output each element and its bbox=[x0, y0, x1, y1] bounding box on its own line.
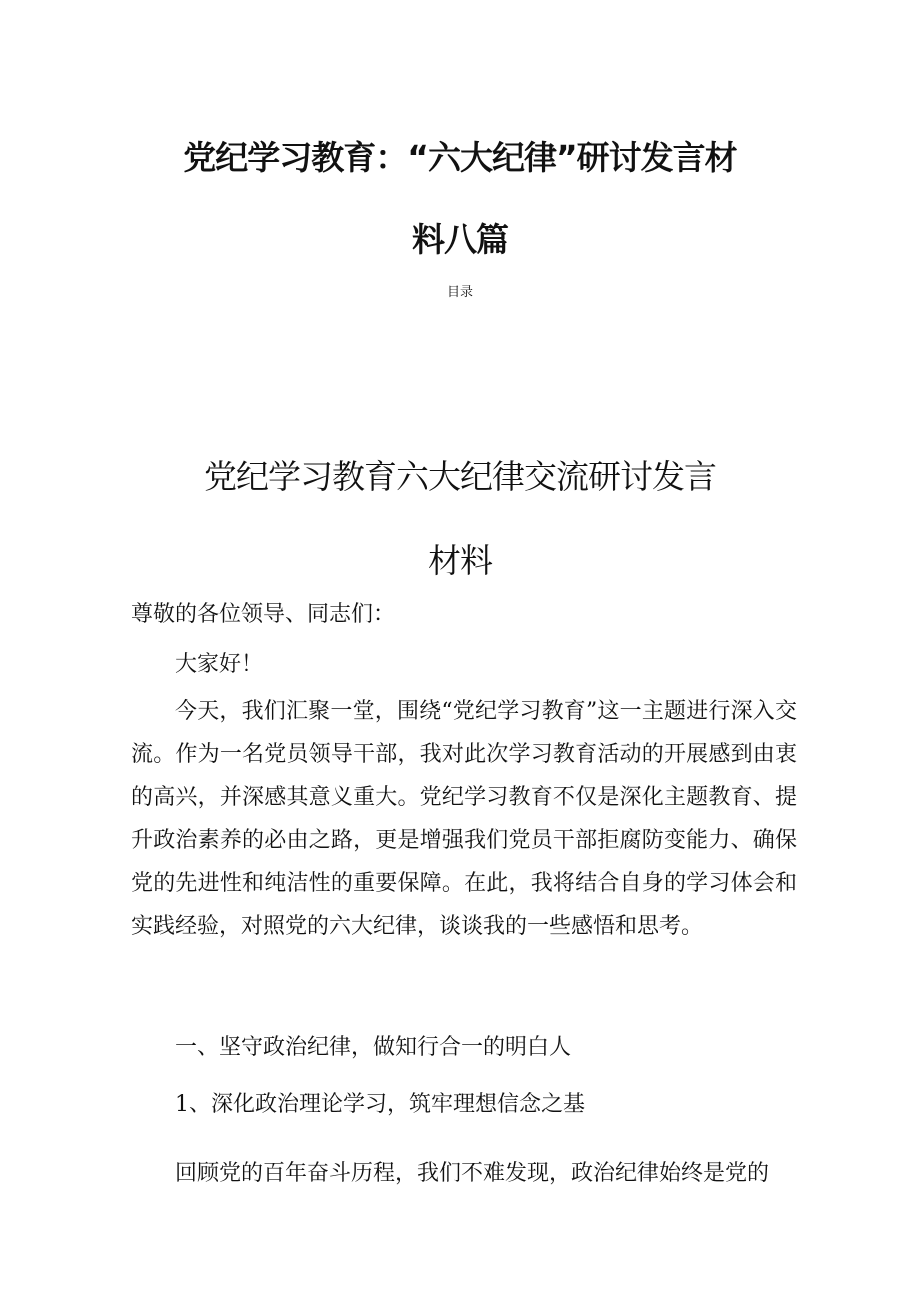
table-of-contents-label: 目录 bbox=[446, 285, 473, 300]
body-paragraph-continued: 回顾党的百年奋斗历程，我们不难发现，政治纪律始终是党的 bbox=[175, 1161, 770, 1186]
heading-political-discipline: 一、坚守政治纪律，做知行合一的明白人 bbox=[175, 1035, 572, 1060]
body-paragraph: 今天，我们汇聚一堂，围绕“党纪学习教育”这一主题进行深入交流。作为一名党员领导干部，我对此次学习教育活动的开展感到由衷的高兴，并深感其意义重大。党纪学习教育不仅是深化主题教育、提升政治素养的必由之路，更是增强我们党员干部拒腐防变能力、确保党的先进性和纯洁性的重要保障。在此，我将结合自身的学习体会和实践经验，对照党的六大纪律，谈谈我的一些感悟和思考。 bbox=[131, 699, 797, 939]
section-title-line-1: 党纪学习教育六大纪律交流研讨发言 bbox=[204, 457, 716, 496]
subheading-theory-study: 1、深化政治理论学习，筑牢理想信念之基 bbox=[175, 1092, 585, 1117]
main-title-line-2: 料八篇 bbox=[412, 220, 508, 259]
main-title-line-1: 党纪学习教育：“六大纪律”研讨发言材 bbox=[183, 138, 737, 177]
salutation: 尊敬的各位领导、同志们： bbox=[131, 602, 396, 627]
section-title-line-2: 材料 bbox=[428, 541, 492, 580]
greeting: 大家好！ bbox=[175, 652, 264, 677]
